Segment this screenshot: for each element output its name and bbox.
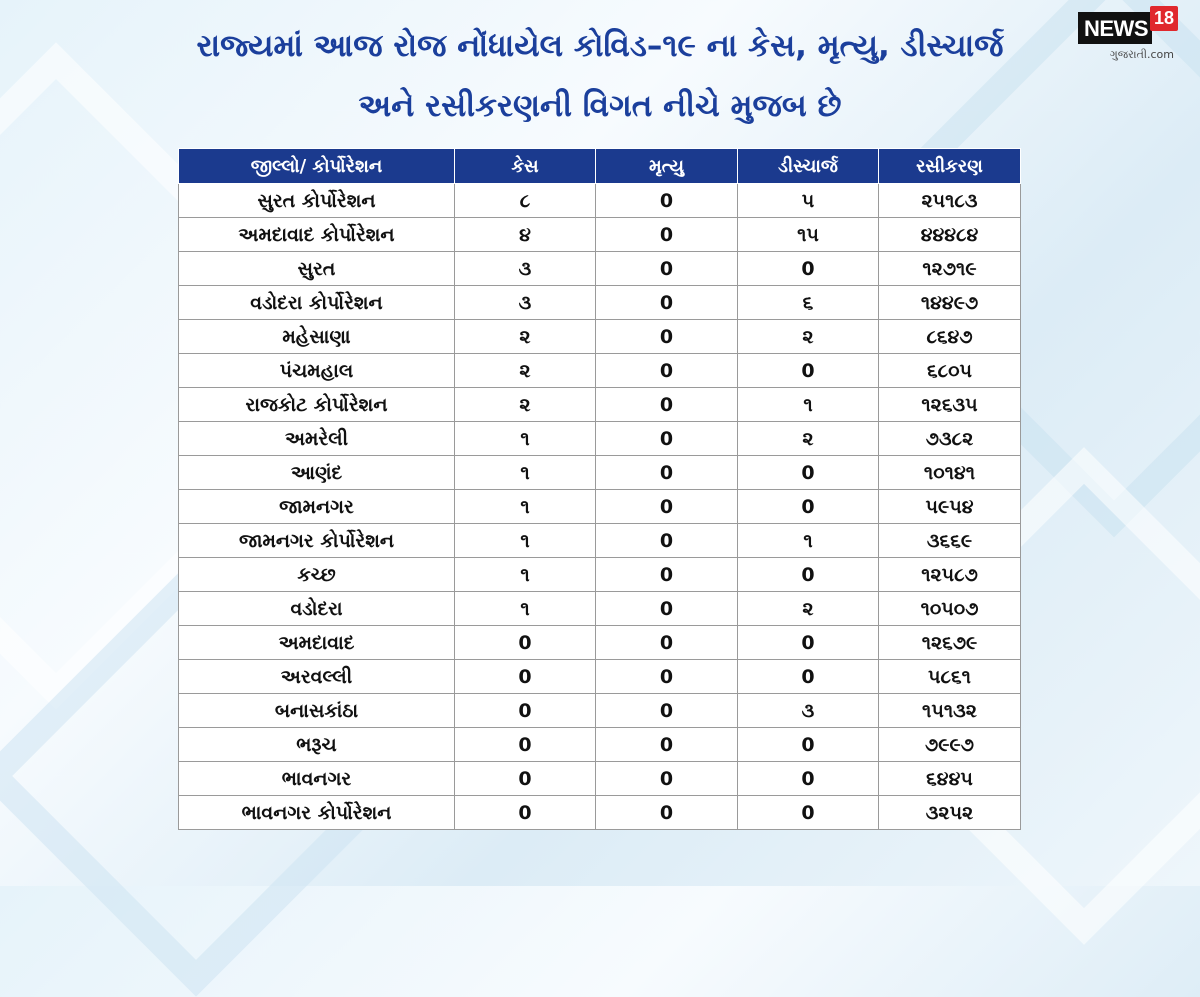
deaths-cell: 0 — [596, 320, 738, 354]
vaccination-cell: ૭૯૯૭ — [879, 728, 1021, 762]
vaccination-cell: ૧૪૪૯૭ — [879, 286, 1021, 320]
discharge-cell: ૧ — [738, 524, 879, 558]
discharge-cell: ૨ — [738, 422, 879, 456]
deaths-cell: 0 — [596, 728, 738, 762]
logo-news-text: NEWS — [1078, 12, 1152, 44]
district-cell: સુરત — [179, 252, 455, 286]
discharge-cell: 0 — [738, 252, 879, 286]
column-header-cases: કેસ — [455, 149, 596, 184]
deaths-cell: 0 — [596, 286, 738, 320]
table-row — [179, 626, 1021, 660]
deaths-cell: 0 — [596, 796, 738, 830]
column-header-discharge: ડીસ્ચાર્જ — [738, 149, 879, 184]
cases-cell: ૨ — [455, 388, 596, 422]
vaccination-cell: ૧૨૬૩૫ — [879, 388, 1021, 422]
table-row — [179, 354, 1021, 388]
district-cell: જામનગર કોર્પોરેશન — [179, 524, 455, 558]
table-row — [179, 422, 1021, 456]
district-cell: આણંદ — [179, 456, 455, 490]
covid-data-table — [178, 148, 1020, 830]
district-cell: રાજકોટ કોર્પોરેશન — [179, 388, 455, 422]
table-row — [179, 218, 1021, 252]
vaccination-cell: ૩૬૬૯ — [879, 524, 1021, 558]
deaths-cell: 0 — [596, 524, 738, 558]
discharge-cell: ૧૫ — [738, 218, 879, 252]
column-header-vaccination: રસીકરણ — [879, 149, 1021, 184]
cases-cell: ૧ — [455, 422, 596, 456]
deaths-cell: 0 — [596, 762, 738, 796]
district-cell: અમદાવાદ કોર્પોરેશન — [179, 218, 455, 252]
news18-logo — [1078, 8, 1178, 62]
table-row — [179, 660, 1021, 694]
deaths-cell: 0 — [596, 456, 738, 490]
table-row — [179, 728, 1021, 762]
cases-cell: ૪ — [455, 218, 596, 252]
discharge-cell: 0 — [738, 762, 879, 796]
page-title: રાજ્યમાં આજ રોજ નોંધાયેલ કોવિડ–૧૯ ના કેસ, મૃત્યુ, ડીસ્ચાર્જ — [196, 28, 1004, 64]
discharge-cell: ૩ — [738, 694, 879, 728]
deaths-cell: 0 — [596, 660, 738, 694]
table-row — [179, 320, 1021, 354]
deaths-cell: 0 — [596, 422, 738, 456]
cases-cell: 0 — [455, 762, 596, 796]
district-cell: વડોદરા — [179, 592, 455, 626]
column-header-district: જીલ્લો/ કોર્પોરેશન — [179, 149, 455, 184]
district-cell: જામનગર — [179, 490, 455, 524]
vaccination-cell: ૧૨૭૧૯ — [879, 252, 1021, 286]
table-row — [179, 388, 1021, 422]
deaths-cell: 0 — [596, 558, 738, 592]
cases-cell: ૩ — [455, 286, 596, 320]
table-row — [179, 252, 1021, 286]
cases-cell: 0 — [455, 728, 596, 762]
vaccination-cell: ૭૩૮૨ — [879, 422, 1021, 456]
table-row — [179, 456, 1021, 490]
cases-cell: 0 — [455, 626, 596, 660]
vaccination-cell: ૬૪૪૫ — [879, 762, 1021, 796]
cases-cell: ૩ — [455, 252, 596, 286]
discharge-cell: 0 — [738, 796, 879, 830]
cases-cell: ૧ — [455, 592, 596, 626]
district-cell: ભરૂચ — [179, 728, 455, 762]
deaths-cell: 0 — [596, 592, 738, 626]
vaccination-cell: ૫૮૬૧ — [879, 660, 1021, 694]
table-row — [179, 490, 1021, 524]
vaccination-cell: ૩૨૫૨ — [879, 796, 1021, 830]
table-row — [179, 286, 1021, 320]
vaccination-cell: ૧૨૬૭૯ — [879, 626, 1021, 660]
vaccination-cell: ૧૦૧૪૧ — [879, 456, 1021, 490]
district-cell: ભાવનગર કોર્પોરેશન — [179, 796, 455, 830]
district-cell: ભાવનગર — [179, 762, 455, 796]
district-cell: પંચમહાલ — [179, 354, 455, 388]
deaths-cell: 0 — [596, 694, 738, 728]
deaths-cell: 0 — [596, 184, 738, 218]
table-header-row — [179, 149, 1021, 184]
district-cell: મહેસાણા — [179, 320, 455, 354]
discharge-cell: 0 — [738, 660, 879, 694]
page-subtitle: અને રસીકરણની વિગત નીચે મુજબ છે — [358, 88, 842, 124]
deaths-cell: 0 — [596, 354, 738, 388]
deaths-cell: 0 — [596, 252, 738, 286]
table-row — [179, 796, 1021, 830]
table-row — [179, 762, 1021, 796]
district-cell: અરવલ્લી — [179, 660, 455, 694]
discharge-cell: ૨ — [738, 320, 879, 354]
vaccination-cell: ૫૯૫૪ — [879, 490, 1021, 524]
district-cell: અમરેલી — [179, 422, 455, 456]
discharge-cell: ૧ — [738, 388, 879, 422]
discharge-cell: ૫ — [738, 184, 879, 218]
cases-cell: 0 — [455, 796, 596, 830]
vaccination-cell: ૧૨૫૮૭ — [879, 558, 1021, 592]
deaths-cell: 0 — [596, 490, 738, 524]
vaccination-cell: ૨૫૧૮૩ — [879, 184, 1021, 218]
table-row — [179, 592, 1021, 626]
deaths-cell: 0 — [596, 218, 738, 252]
cases-cell: 0 — [455, 660, 596, 694]
vaccination-cell: ૧૦૫૦૭ — [879, 592, 1021, 626]
cases-cell: ૧ — [455, 490, 596, 524]
district-cell: બનાસકાંઠા — [179, 694, 455, 728]
cases-cell: ૧ — [455, 524, 596, 558]
discharge-cell: 0 — [738, 456, 879, 490]
table-row — [179, 184, 1021, 218]
table-row — [179, 524, 1021, 558]
discharge-cell: ૬ — [738, 286, 879, 320]
cases-cell: ૨ — [455, 354, 596, 388]
district-cell: અમદાવાદ — [179, 626, 455, 660]
cases-cell: ૧ — [455, 558, 596, 592]
vaccination-cell: ૮૬૪૭ — [879, 320, 1021, 354]
logo-subtext: ગુજરાતી.com — [1109, 48, 1174, 61]
discharge-cell: ૨ — [738, 592, 879, 626]
discharge-cell: 0 — [738, 354, 879, 388]
cases-cell: 0 — [455, 694, 596, 728]
table-row — [179, 694, 1021, 728]
cases-cell: ૨ — [455, 320, 596, 354]
discharge-cell: 0 — [738, 490, 879, 524]
vaccination-cell: ૪૪૪૮૪ — [879, 218, 1021, 252]
cases-cell: ૧ — [455, 456, 596, 490]
column-header-deaths: મૃત્યુ — [596, 149, 738, 184]
deaths-cell: 0 — [596, 626, 738, 660]
district-cell: કચ્છ — [179, 558, 455, 592]
discharge-cell: 0 — [738, 558, 879, 592]
logo-number: 18 — [1150, 6, 1178, 31]
cases-cell: ૮ — [455, 184, 596, 218]
district-cell: સુરત કોર્પોરેશન — [179, 184, 455, 218]
deaths-cell: 0 — [596, 388, 738, 422]
discharge-cell: 0 — [738, 626, 879, 660]
table-row — [179, 558, 1021, 592]
discharge-cell: 0 — [738, 728, 879, 762]
vaccination-cell: ૬૮૦૫ — [879, 354, 1021, 388]
district-cell: વડોદરા કોર્પોરેશન — [179, 286, 455, 320]
vaccination-cell: ૧૫૧૩૨ — [879, 694, 1021, 728]
